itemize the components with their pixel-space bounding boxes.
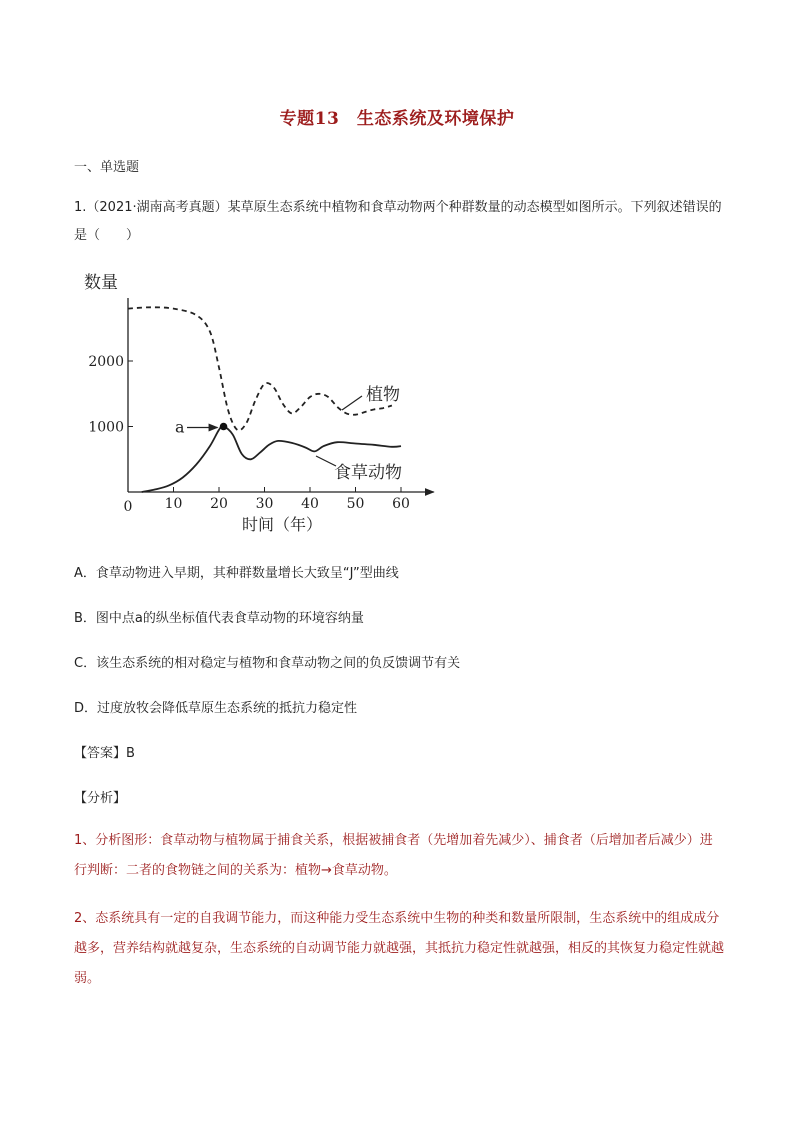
- point-a-label: a: [175, 417, 185, 437]
- page-title: 专题13 生态系统及环境保护: [279, 109, 515, 129]
- y-tick-label: 2000: [88, 354, 124, 370]
- herbivore-label-leader: [316, 456, 336, 466]
- x-axis-label: 时间（年）: [242, 515, 323, 534]
- x-tick-label: 40: [301, 496, 319, 512]
- x-tick-label: 20: [210, 496, 228, 512]
- option-a: A．食草动物进入早期，其种群数量增长大致呈“J”型曲线: [74, 566, 399, 581]
- x-tick-label: 0: [123, 499, 133, 515]
- x-tick-label: 30: [255, 496, 274, 512]
- plant-series-label: 植物: [366, 385, 400, 405]
- option-b: B．图中点a的纵坐标值代表食草动物的环境容纳量: [74, 611, 364, 626]
- y-tick-label: 1000: [88, 419, 124, 436]
- analysis-label: 【分析】: [74, 791, 127, 806]
- x-tick-label: 10: [164, 496, 183, 512]
- answer-value: B: [126, 746, 135, 761]
- question-text: 1.（2021·湖南高考真题）某草原生态系统中植物和食草动物两个种群数量的动态模型如图所示。下列叙述错误的是（ ）: [74, 200, 722, 243]
- plant-label-leader: [342, 396, 362, 410]
- population-chart: [0, 0, 794, 560]
- option-d: D．过度放牧会降低草原生态系统的抵抗力稳定性: [74, 701, 358, 716]
- answer-label: 【答案】: [74, 746, 127, 761]
- option-c: C．该生态系统的相对稳定与植物和食草动物之间的负反馈调节有关: [74, 656, 461, 671]
- plant-series-line: [128, 307, 392, 430]
- y-axis-label: 数量: [84, 273, 118, 293]
- chart-labels: [84, 273, 410, 534]
- x-tick-label: 60: [392, 496, 410, 512]
- x-tick-label: 50: [346, 496, 365, 512]
- section-heading: 一、单选题: [74, 160, 140, 175]
- answer-line: [74, 742, 135, 761]
- point-a-marker: [220, 423, 228, 431]
- herbivore-series-label: 食草动物: [334, 463, 402, 483]
- analysis-paragraph-2: 2、态系统具有一定的自我调节能力，而这种能力受生态系统中生物的种类和数量所限制，生态系统中的组成成分越多，营养结构就越复杂，生态系统的自动调节能力就越强，其抵抗力稳定性就越强，相反的其恢复力稳定性就越弱。: [74, 911, 725, 986]
- analysis-paragraph-1: 1、分析图形：食草动物与植物属于捕食关系，根据被捕食者（先增加着先减少）、捕食者（后增加者后减少）进行判断：二者的食物链之间的关系为：植物→食草动物。: [74, 833, 713, 878]
